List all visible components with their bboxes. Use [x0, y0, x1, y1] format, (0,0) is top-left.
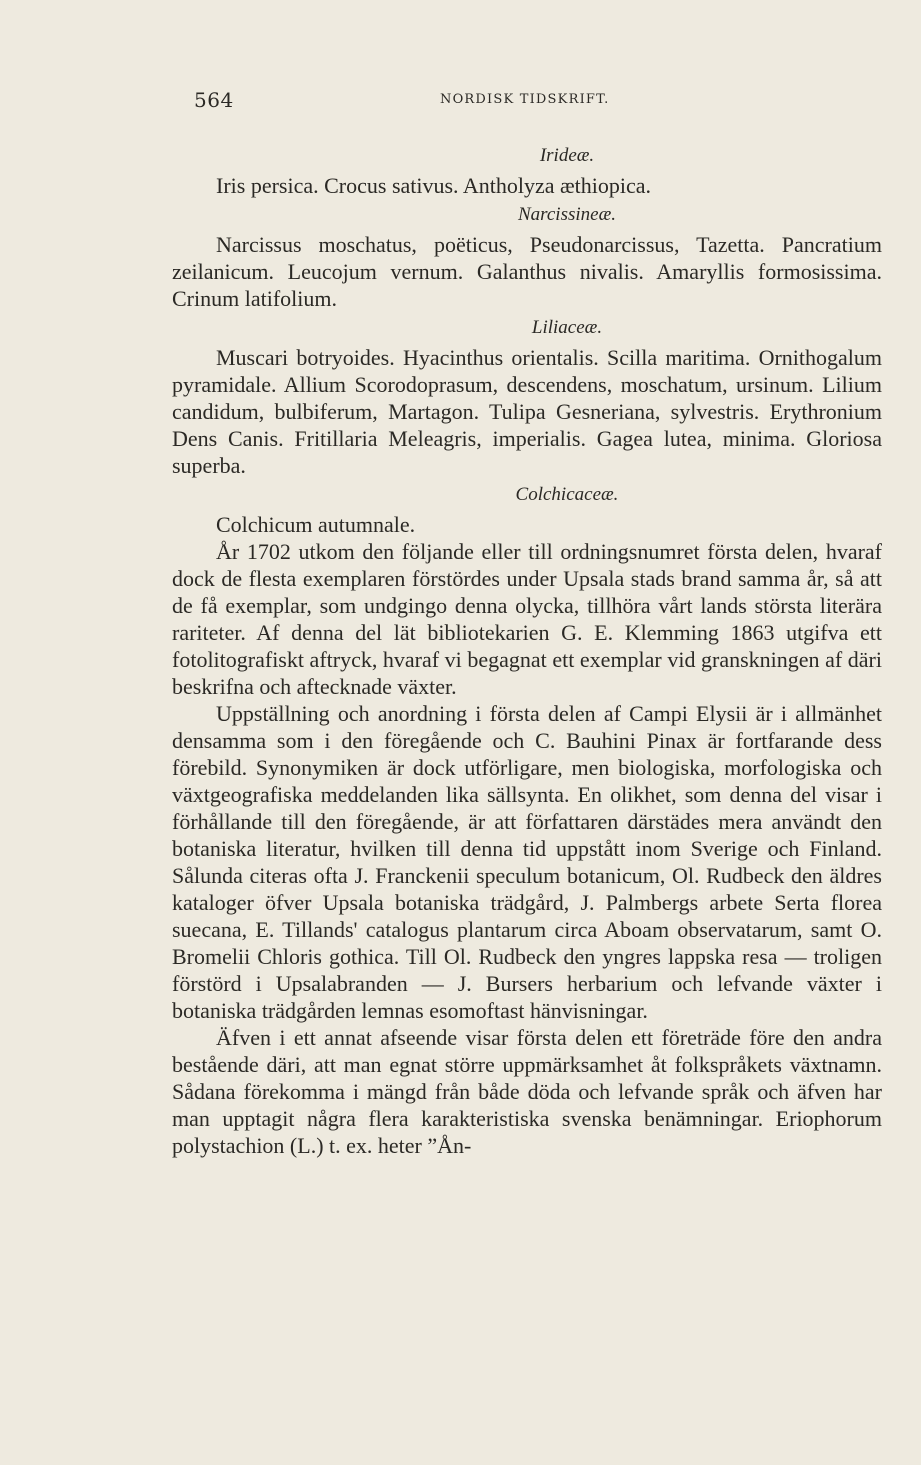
family-heading: Narcissineæ.: [518, 204, 616, 225]
family-heading: Colchicaceæ.: [515, 484, 619, 505]
family-section-irideae: [172, 142, 882, 199]
species-list: Narcissus moschatus, poëticus, Pseudonarcissus, Tazetta. Pancratium zeilanicum. Leucojum vernum. Galanthus nivalis. Amaryllis formosissima. Crinum latifolium.: [172, 232, 882, 311]
family-section-liliaceae: [172, 314, 882, 479]
body-paragraph: Uppställning och anordning i första delen af Campi Elysii är i allmänhet densamma som i den föregående och C. Bauhini Pinax är fortfarande dess förebild. Synonymiken är dock utförligare, men biologiska, morfologiska och växtgeografiska meddelanden lika sällsynta. En olikhet, som denna del visar i förhållande till den föregående, är att författaren därstädes mera användt den botaniska literatur, hvilken till denna tid uppstått inom Sverige och Finland. Sålunda citeras ofta J. Franckenii speculum botanicum, Ol. Rudbeck den äldres kataloger öfver Upsala botaniska trädgård, J. Palmbergs arbete Serta florea suecana, E. Tillands' catalogus plantarum circa Aboam observatarum, samt O. Bromelii Chloris gothica. Till Ol. Rudbeck den yngres lappska resa — troligen förstörd i Upsalabranden — J. Bursers herbarium och lefvande växter i botaniska trädgården lemnas esomoftast hänvisningar.: [172, 701, 882, 1023]
species-list: Iris persica. Crocus sativus. Antholyza æthiopica.: [216, 173, 652, 198]
body-paragraph: År 1702 utkom den följande eller till ordningsnumret första delen, hvaraf dock de flesta exemplaren förstördes under Upsala stads brand samma år, så att de få exemplar, som undgingo denna olycka, tillhöra vårt lands största literära rariteter. Af denna del lät bibliotekarien G. E. Klemming 1863 utgifva ett fotolitografiskt aftryck, hvaraf vi begagnat ett exemplar vid granskningen af däri beskrifna och aftecknade växter.: [172, 539, 882, 699]
page-number: 564: [194, 88, 234, 112]
species-list: Colchicum autumnale.: [216, 512, 416, 537]
family-heading: Irideæ.: [539, 145, 595, 166]
page-header: [194, 88, 624, 118]
family-section-narcissineae: [172, 201, 882, 312]
species-list: Muscari botryoides. Hyacinthus orientalis. Scilla maritima. Ornithogalum pyramidale. Allium Scorodoprasum, descendens, moschatum, ursinum. Lilium candidum, bulbiferum, Martagon. Tulipa Gesneriana, sylvestris. Erythronium Dens Canis. Fritillaria Meleagris, imperialis. Gagea lutea, minima. Gloriosa superba.: [172, 345, 882, 478]
page-body: [172, 140, 882, 1159]
running-title: NORDISK TIDSKRIFT.: [440, 92, 610, 107]
family-heading: Liliaceæ.: [531, 317, 603, 338]
body-paragraph: Äfven i ett annat afseende visar första delen ett företräde före den andra bestående däri, att man egnat större uppmärksamhet åt folkspråkets växtnamn. Sådana förekomma i mängd från både döda och lefvande språk och äfven har man upptagit några flera karakteristiska svenska benämningar. Eriophorum polystachion (L.) t. ex. heter ”Ån-: [172, 1025, 882, 1158]
family-section-colchicaceae: [172, 481, 882, 538]
